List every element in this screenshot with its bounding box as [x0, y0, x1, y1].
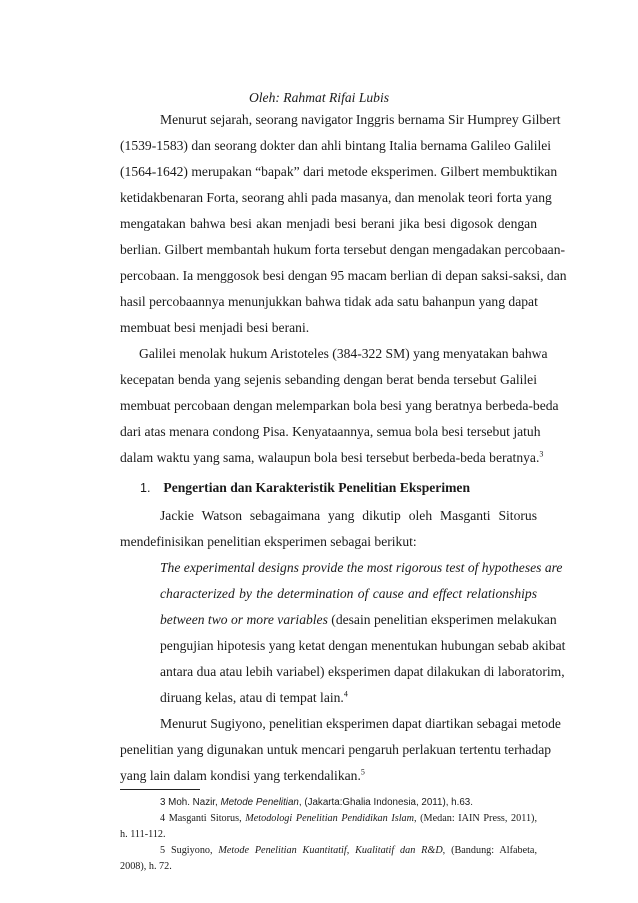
quote-line: The experimental designs provide the most rigorous test of hypotheses are: [160, 560, 563, 575]
quote-line-with-ref: [160, 688, 348, 708]
paragraph-line: membuat percobaan dengan melemparkan bola besi yang beratnya berbeda-beda: [120, 398, 559, 413]
paragraph-line: (1539-1583) dan seorang dokter dan ahli bintang Italia bernama Galileo Galilei: [120, 138, 552, 153]
footnote-ref-4[interactable]: 4: [343, 689, 348, 699]
section-number: 1.: [140, 481, 151, 495]
paragraph-line: Galilei menolak hukum Aristoteles (384-322 SM) yang menyatakan bahwa: [139, 346, 548, 361]
footnote-4-cont: h. 111-112.: [120, 829, 166, 840]
footnote-title: Metode Penelitian: [220, 797, 299, 808]
paragraph-line: membuat besi menjadi besi berani.: [120, 320, 310, 335]
footnote-ref-5[interactable]: 5: [360, 767, 365, 777]
paragraph-text: dalam waktu yang sama, walaupun bola besi tersebut berbeda-beda beratnya.: [120, 450, 540, 465]
section-title: Pengertian dan Karakteristik Penelitian Eksperimen: [163, 480, 471, 495]
paragraph-line: (1564-1642) merupakan “bapak” dari metode eksperimen. Gilbert membuktikan: [120, 164, 558, 179]
paragraph-line: kecepatan benda yang sejenis sebanding dengan berat benda tersebut Galilei: [120, 372, 537, 387]
footnote-text: , (Medan: IAIN Press, 2011),: [413, 813, 537, 824]
footnote-divider: [120, 789, 200, 790]
quote-line: [160, 610, 557, 630]
footnote-ref-3[interactable]: 3: [539, 449, 544, 459]
quote-text: (desain penelitian eksperimen melakukan: [327, 612, 557, 627]
footnote-title: Metode Penelitian Kuantitatif, Kualitatif dan R&D: [218, 845, 443, 856]
quote-line: characterized by the determination of cause and effect relationships: [160, 586, 537, 601]
paragraph-line: dari atas menara condong Pisa. Kenyataannya, semua bola besi tersebut jatuh: [120, 424, 541, 439]
footnote-text: 5 Sugiyono,: [160, 845, 219, 856]
author-byline: Oleh: Rahmat Rifai Lubis: [248, 90, 390, 105]
footnote-5-cont: 2008), h. 72.: [120, 861, 172, 872]
quote-line: antara dua atau lebih variabel) eksperimen dapat dilakukan di laboratorim,: [160, 664, 565, 679]
footnote-5: [160, 843, 537, 859]
paragraph-line: mendefinisikan penelitian eksperimen sebagai berikut:: [120, 534, 417, 549]
quote-text: diruang kelas, atau di tempat lain.: [160, 690, 344, 705]
footnote-text: 3 Moh. Nazir,: [160, 797, 221, 808]
footnote-4: [160, 811, 537, 827]
footnote-text: 4 Masganti Sitorus,: [160, 813, 246, 824]
quote-italic-text: between two or more variables: [160, 612, 328, 627]
paragraph-line-with-ref: [120, 448, 543, 468]
paragraph-line: mengatakan bahwa besi akan menjadi besi berani jika besi digosok dengan: [120, 216, 537, 231]
footnote-title: Metodologi Penelitian Pendidikan Islam: [245, 813, 414, 824]
paragraph-line: penelitian yang digunakan untuk mencari pengaruh perlakuan tertentu terhadap: [120, 742, 552, 757]
paragraph-line: berlian. Gilbert membantah hukum forta tersebut dengan mengadakan percobaan-: [120, 242, 566, 257]
paragraph-line: ketidakbenaran Forta, seorang ahli pada masanya, dan menolak teori forta yang: [120, 190, 552, 205]
paragraph-line-with-ref: [120, 766, 365, 786]
paragraph-text: yang lain dalam kondisi yang terkendalikan.: [120, 768, 361, 783]
footnote-text: , (Bandung: Alfabeta,: [442, 845, 537, 856]
footnote-text: , (Jakarta:Ghalia Indonesia, 2011), h.63.: [298, 797, 473, 808]
quote-line: pengujian hipotesis yang ketat dengan menentukan hubungan sebab akibat: [160, 638, 566, 653]
paragraph-line: Jackie Watson sebagaimana yang dikutip oleh Masganti Sitorus: [160, 508, 537, 523]
paragraph-line: hasil percobaannya menunjukkan bahwa tidak ada satu bahanpun yang dapat: [120, 294, 538, 309]
footnote-3: [160, 795, 537, 811]
section-heading: [140, 478, 470, 498]
paragraph-line: percobaan. Ia menggosok besi dengan 95 macam berlian di depan saksi-saksi, dan: [120, 268, 567, 283]
paragraph-line: Menurut Sugiyono, penelitian eksperimen dapat diartikan sebagai metode: [160, 716, 561, 731]
paragraph-line: Menurut sejarah, seorang navigator Inggris bernama Sir Humprey Gilbert: [160, 112, 561, 127]
